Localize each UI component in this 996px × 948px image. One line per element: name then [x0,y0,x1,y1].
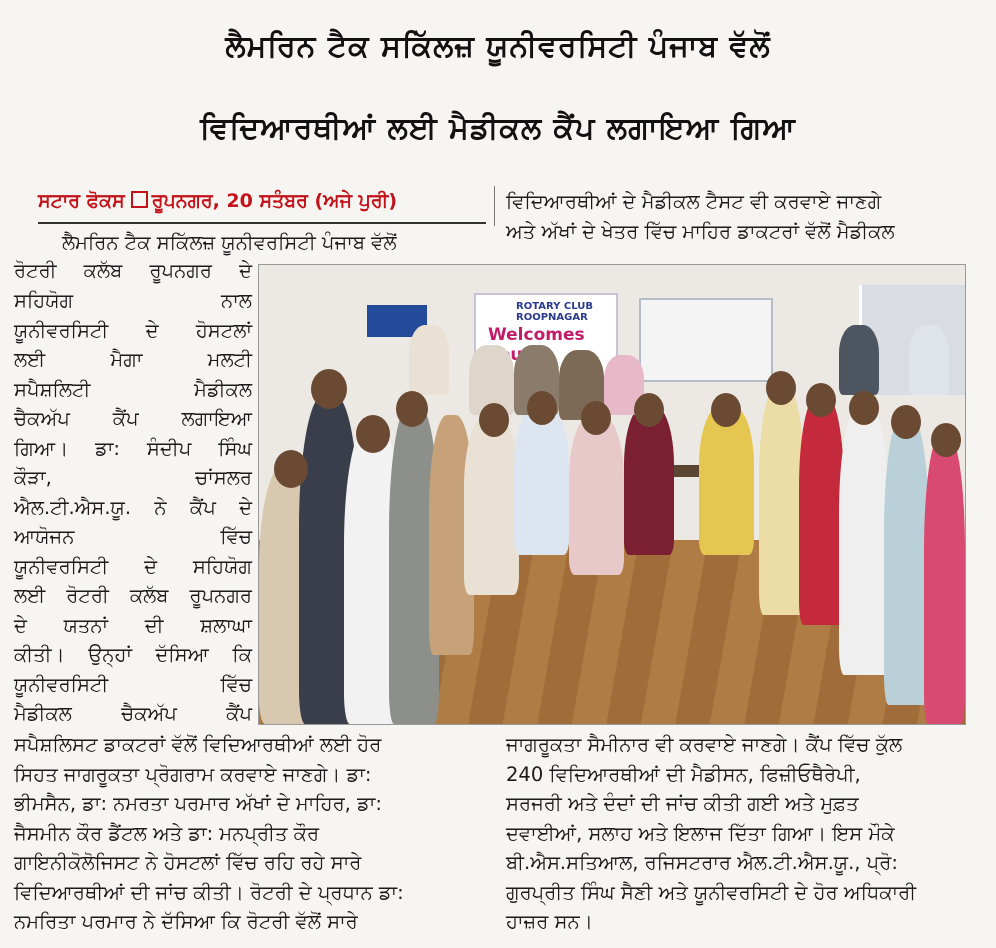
article-line: ਅਤੇ ਅੱਖਾਂ ਦੇ ਖੇਤਰ ਵਿੱਚ ਮਾਹਿਰ ਡਾਕਟਰਾਂ ਵੱਲੋਂ ਮੈਡੀਕਲ [506,220,895,243]
photo-person [624,405,674,555]
photo-head [527,391,557,425]
photo-person [884,415,929,705]
banner-club-name: ROTARY CLUB ROOPNAGAR [516,301,593,323]
article-line: ਸਹਿਯੋਗ ਨਾਲ [14,289,252,312]
photo-head [356,415,390,453]
article-line: 240 ਵਿਦਿਆਰਥੀਆਂ ਦੀ ਮੈਡੀਸਨ, ਫਿਜ਼ੀਓਥੈਰੇਪੀ, [506,763,861,786]
article-line: ਐਲ.ਟੀ.ਐਸ.ਯੂ. ਨੇ ਕੈਂਪ ਦੇ [14,496,252,519]
photo-head [581,401,611,435]
photo-head [849,391,879,425]
article-line: ਕੀਤੀ। ਉਨ੍ਹਾਂ ਦੱਸਿਆ ਕਿ [14,643,252,666]
photo-head [274,450,308,488]
dateline-source: ਸਟਾਰ ਫੋਕਸ [38,190,125,212]
article-line: ਦੇ ਯਤਨਾਂ ਦੀ ਸ਼ਲਾਘਾ [14,614,252,637]
event-photo [258,264,966,725]
article-line: ਸਿਹਤ ਜਾਗਰੂਕਤਾ ਪ੍ਰੋਗਰਾਮ ਕਰਵਾਏ ਜਾਣਗੇ। ਡਾ: [14,763,372,786]
photo-person [759,385,804,615]
article-line: ਵਿਦਿਆਰਥੀਆਂ ਦੇ ਮੈਡੀਕਲ ਟੈਸਟ ਵੀ ਕਰਵਾਏ ਜਾਣਗੇ [506,190,882,213]
article-line: ਜਾਗਰੂਕਤਾ ਸੈਮੀਨਾਰ ਵੀ ਕਰਵਾਏ ਜਾਣਗੇ। ਕੈਂਪ ਵਿੱਚ ਕੁੱਲ [506,733,903,756]
photo-person [924,435,965,724]
photo-head [634,393,664,427]
photo-person [839,405,889,675]
article-line: ਹਾਜ਼ਰ ਸਨ। [506,910,593,933]
article-line: ਗਿਆ। ਡਾ: ਸੰਦੀਪ ਸਿੰਘ [14,437,252,460]
photo-person [409,325,449,395]
photo-person [699,405,754,555]
photo-head [396,391,428,427]
banner-welcome: Welcomes [488,325,585,345]
photo-person [569,415,624,575]
photo-person [799,395,844,625]
article-line: ਭੀਮਸੈਨ, ਡਾ: ਨਮਰਤਾ ਪਰਮਾਰ ਅੱਖਾਂ ਦੇ ਮਾਹਿਰ, ਡਾ: [14,792,382,815]
article-line: ਵਿਦਿਆਰਥੀਆਂ ਦੀ ਜਾਂਚ ਕੀਤੀ। ਰੋਟਰੀ ਦੇ ਪ੍ਰਧਾਨ ਡਾ: [14,881,404,904]
headline-line-1: ਲੈਮਰਿਨ ਟੈਕ ਸਕਿੱਲਜ਼ ਯੂਨੀਵਰਸਿਟੀ ਪੰਜਾਬ ਵੱਲੋਂ [225,29,771,64]
photo-head [891,405,921,439]
article-line: ਜੈਸਮੀਨ ਕੌਰ ਡੈਂਟਲ ਅਤੇ ਡਾ: ਮਨਪ੍ਰੀਤ ਕੌਰ [14,822,320,845]
article-line: ਦਵਾਈਆਂ, ਸਲਾਹ ਅਤੇ ਇਲਾਜ ਦਿੱਤਾ ਗਿਆ। ਇਸ ਮੌਕੇ [506,822,895,845]
square-icon [131,191,148,208]
dateline-rule [38,222,486,224]
photo-head [806,383,836,417]
photo-head [931,423,961,457]
photo-person [514,405,569,555]
dateline-place-date: ਰੂਪਨਗਰ, 20 ਸਤੰਬਰ (ਅਜੇ ਪੁਰੀ) [151,190,398,212]
article-line: ਨਮਰਿਤਾ ਪਰਮਾਰ ਨੇ ਦੱਸਿਆ ਕਿ ਰੋਟਰੀ ਵੱਲੋਂ ਸਾਰੇ [14,910,358,933]
article-line: ਲਈ ਰੋਟਰੀ ਕਲੱਬ ਰੂਪਨਗਰ [14,584,252,607]
column-divider [494,186,495,226]
article-line: ਕੌੜਾ, ਚਾਂਸਲਰ [14,466,252,489]
article-line: ਸਰਜਰੀ ਅਤੇ ਦੰਦਾਂ ਦੀ ਜਾਂਚ ਕੀਤੀ ਗਈ ਅਤੇ ਮੁਫ਼ਤ [506,792,859,815]
article-lead-line: ਲੈਮਰਿਨ ਟੈਕ ਸਕਿੱਲਜ਼ ਯੂਨੀਵਰਸਿਟੀ ਪੰਜਾਬ ਵੱਲੋਂ [62,231,397,254]
article-line: ਯੂਨੀਵਰਸਿਟੀ ਦੇ ਸਹਿਯੋਗ [14,555,252,578]
article-line: ਸਪੈਸ਼ਲਿਟੀ ਮੈਡੀਕਲ [14,378,252,401]
article-line: ਮੈਡੀਕਲ ਚੈਕਅੱਪ ਕੈਂਪ [14,702,252,725]
article-line: ਲਈ ਮੈਗਾ ਮਲਟੀ [14,348,252,371]
article-line: ਗਾਇਨੀਕੋਲੋਜਿਸਟ ਨੇ ਹੋਸਟਲਾਂ ਵਿੱਚ ਰਹਿ ਰਹੇ ਸਾਰੇ [14,851,362,874]
photo-head [711,393,741,427]
headline-line-2: ਵਿਦਿਆਰਥੀਆਂ ਲਈ ਮੈਡੀਕਲ ਕੈਂਪ ਲਗਾਇਆ ਗਿਆ [200,111,796,146]
article-line: ਗੁਰਪ੍ਰੀਤ ਸਿੰਘ ਸੈਣੀ ਅਤੇ ਯੂਨੀਵਰਸਿਟੀ ਦੇ ਹੋਰ ਅਧਿਕਾਰੀ [506,881,917,904]
dateline [38,190,488,216]
article-line: ਸਪੈਸ਼ਲਿਸਟ ਡਾਕਟਰਾਂ ਵੱਲੋਂ ਵਿਦਿਆਰਥੀਆਂ ਲਈ ਹੋਰ [14,733,382,756]
article-line: ਰੋਟਰੀ ਕਲੱਬ ਰੂਪਨਗਰ ਦੇ [14,259,252,282]
photo-head [766,371,796,405]
article-line: ਬੀ.ਐਸ.ਸਤਿਆਲ, ਰਜਿਸਟਰਾਰ ਐਲ.ਟੀ.ਐਸ.ਯੂ., ਪ੍ਰੋ: [506,851,898,874]
article-line: ਚੈਕਅੱਪ ਕੈਂਪ ਲਗਾਇਆ [14,407,252,430]
photo-person [839,325,879,395]
university-board [639,298,773,382]
photo-head [479,403,509,437]
photo-person [909,325,949,395]
article-line: ਯੂਨੀਵਰਸਿਟੀ ਦੇ ਹੋਸਟਲਾਂ [14,319,252,342]
article-line: ਆਯੋਜਨ ਵਿੱਚ [14,525,252,548]
photo-head [311,369,347,409]
article-line: ਯੂਨੀਵਰਸਿਟੀ ਵਿੱਚ [14,673,252,696]
photo-person [464,415,519,595]
